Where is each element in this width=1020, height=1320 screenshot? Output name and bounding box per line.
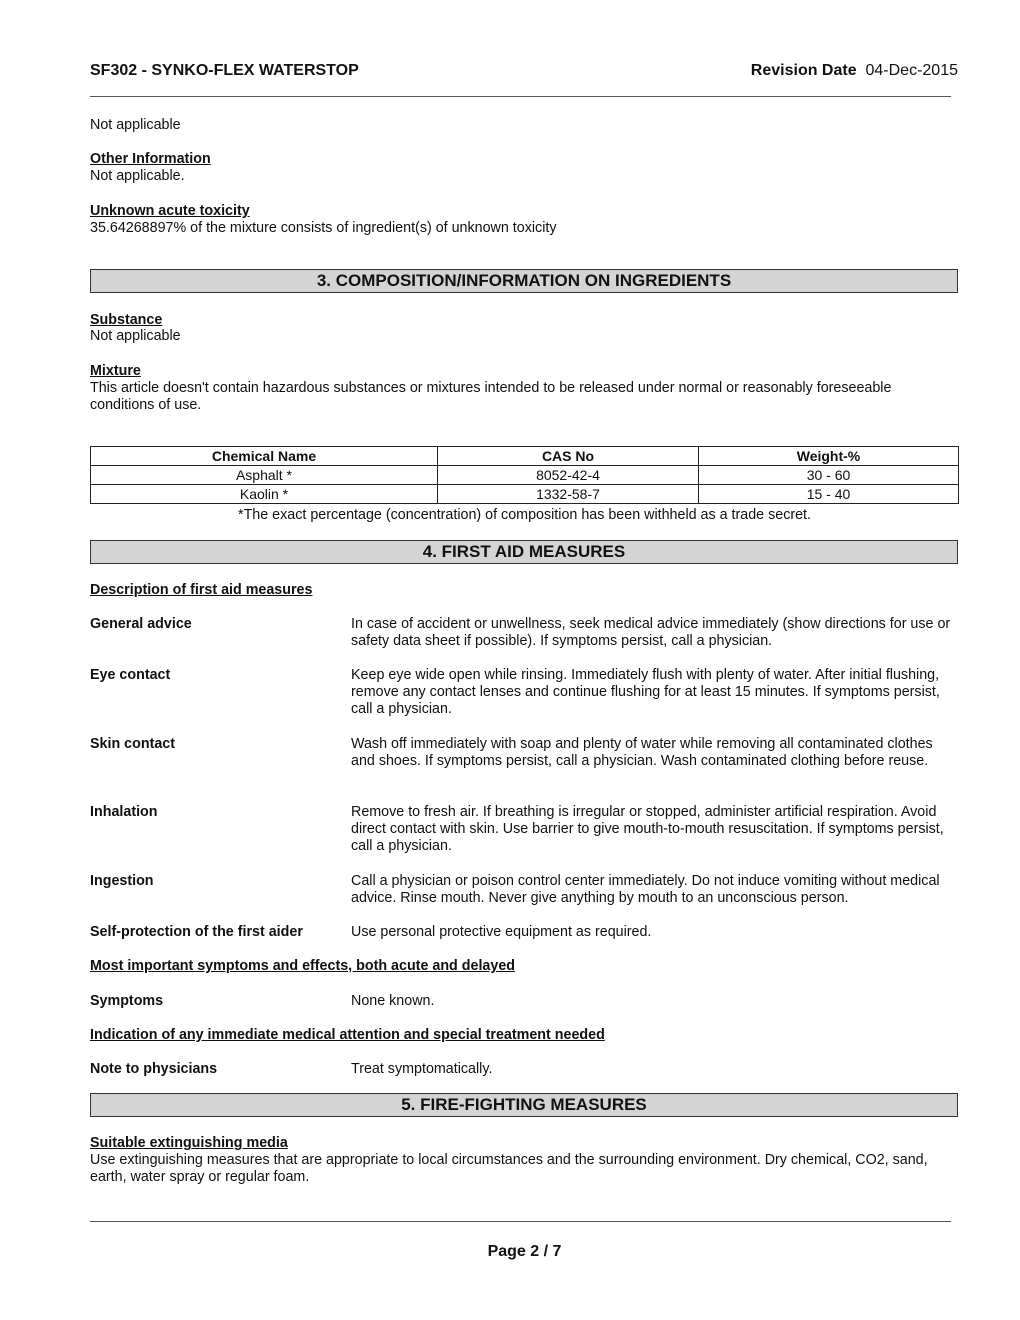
self-protection-label: Self-protection of the first aider [90,924,303,940]
mixture-heading: Mixture [90,363,141,379]
eye-contact-label: Eye contact [90,667,171,683]
substance-heading: Substance [90,312,163,328]
revision-info [751,62,958,80]
weight-cell: 15 - 40 [699,485,959,504]
medical-attention-heading: Indication of any immediate medical attention and special treatment needed [90,1027,605,1043]
eye-contact-text: Keep eye wide open while rinsing. Immediately flush with plenty of water. After initial flushing, remove any contact lenses and continue flushing for at least 15 minutes. If symptoms persist, call a physician. [351,667,940,717]
chemical-name-cell: Asphalt * [91,466,438,485]
first-aid-description-heading: Description of first aid measures [90,582,313,598]
symptoms-label: Symptoms [90,993,164,1009]
ingestion-text: Call a physician or poison control center immediately. Do not induce vomiting without medical advice. Rinse mouth. Never give anything by mouth to an unconscious person. [351,873,940,906]
header-divider [90,96,951,97]
cas-no-cell: 1332-58-7 [438,485,699,504]
table-footnote: *The exact percentage (concentration) of composition has been withheld as a trade secret. [238,507,811,523]
document-title: SF302 - SYNKO-FLEX WATERSTOP [90,62,359,79]
header-chemical-name: Chemical Name [91,447,438,466]
section-3-title: 3. COMPOSITION/INFORMATION ON INGREDIENTS [90,269,958,293]
header-cas-no: CAS No [438,447,699,466]
mixture-text: This article doesn't contain hazardous substances or mixtures intended to be released under normal or reasonably foreseeable conditions of use. [90,380,892,413]
note-to-physicians-text: Treat symptomatically. [351,1061,493,1077]
symptoms-heading: Most important symptoms and effects, both acute and delayed [90,958,516,974]
table-row [91,466,959,485]
revision-date: 04-Dec-2015 [865,62,958,79]
section-5-title: 5. FIRE-FIGHTING MEASURES [90,1093,958,1117]
skin-contact-text: Wash off immediately with soap and plenty of water while removing all contaminated clothes and shoes. If symptoms persist, call a physician. Wash contaminated clothing before reuse. [351,736,933,769]
other-info-text: Not applicable. [90,168,185,184]
symptoms-text: None known. [351,993,435,1009]
section-4-title: 4. FIRST AID MEASURES [90,540,958,564]
inhalation-text: Remove to fresh air. If breathing is irregular or stopped, administer artificial respiration. Avoid direct contact with skin. Use barrier to give mouth-to-mouth resuscitation. If symptoms persist, call a physician. [351,804,944,854]
unknown-tox-text: 35.64268897% of the mixture consists of ingredient(s) of unknown toxicity [90,220,557,236]
ingestion-label: Ingestion [90,873,154,889]
table-row [91,485,959,504]
chemical-name-cell: Kaolin * [91,485,438,504]
footer-divider [90,1221,951,1222]
other-info-heading: Other Information [90,151,211,167]
ingredients-table [90,446,959,504]
note-to-physicians-label: Note to physicians [90,1061,218,1077]
page-number: Page 2 / 7 [487,1243,562,1260]
inhalation-label: Inhalation [90,804,158,820]
general-advice-text: In case of accident or unwellness, seek medical advice immediately (show directions for use or safety data sheet if possible). If symptoms persist, call a physician. [351,616,951,649]
table-header-row [91,447,959,466]
extinguishing-media-text: Use extinguishing measures that are appropriate to local circumstances and the surrounding environment. Dry chemical, CO2, sand, earth, water spray or regular foam. [90,1152,928,1185]
substance-text: Not applicable [90,328,181,344]
revision-label: Revision Date [750,62,857,79]
weight-cell: 30 - 60 [699,466,959,485]
header-weight: Weight-% [699,447,959,466]
skin-contact-label: Skin contact [90,736,176,752]
general-advice-label: General advice [90,616,192,632]
not-applicable-text: Not applicable [90,117,181,133]
self-protection-text: Use personal protective equipment as required. [351,924,652,940]
unknown-tox-heading: Unknown acute toxicity [90,203,250,219]
extinguishing-media-heading: Suitable extinguishing media [90,1135,288,1151]
cas-no-cell: 8052-42-4 [438,466,699,485]
